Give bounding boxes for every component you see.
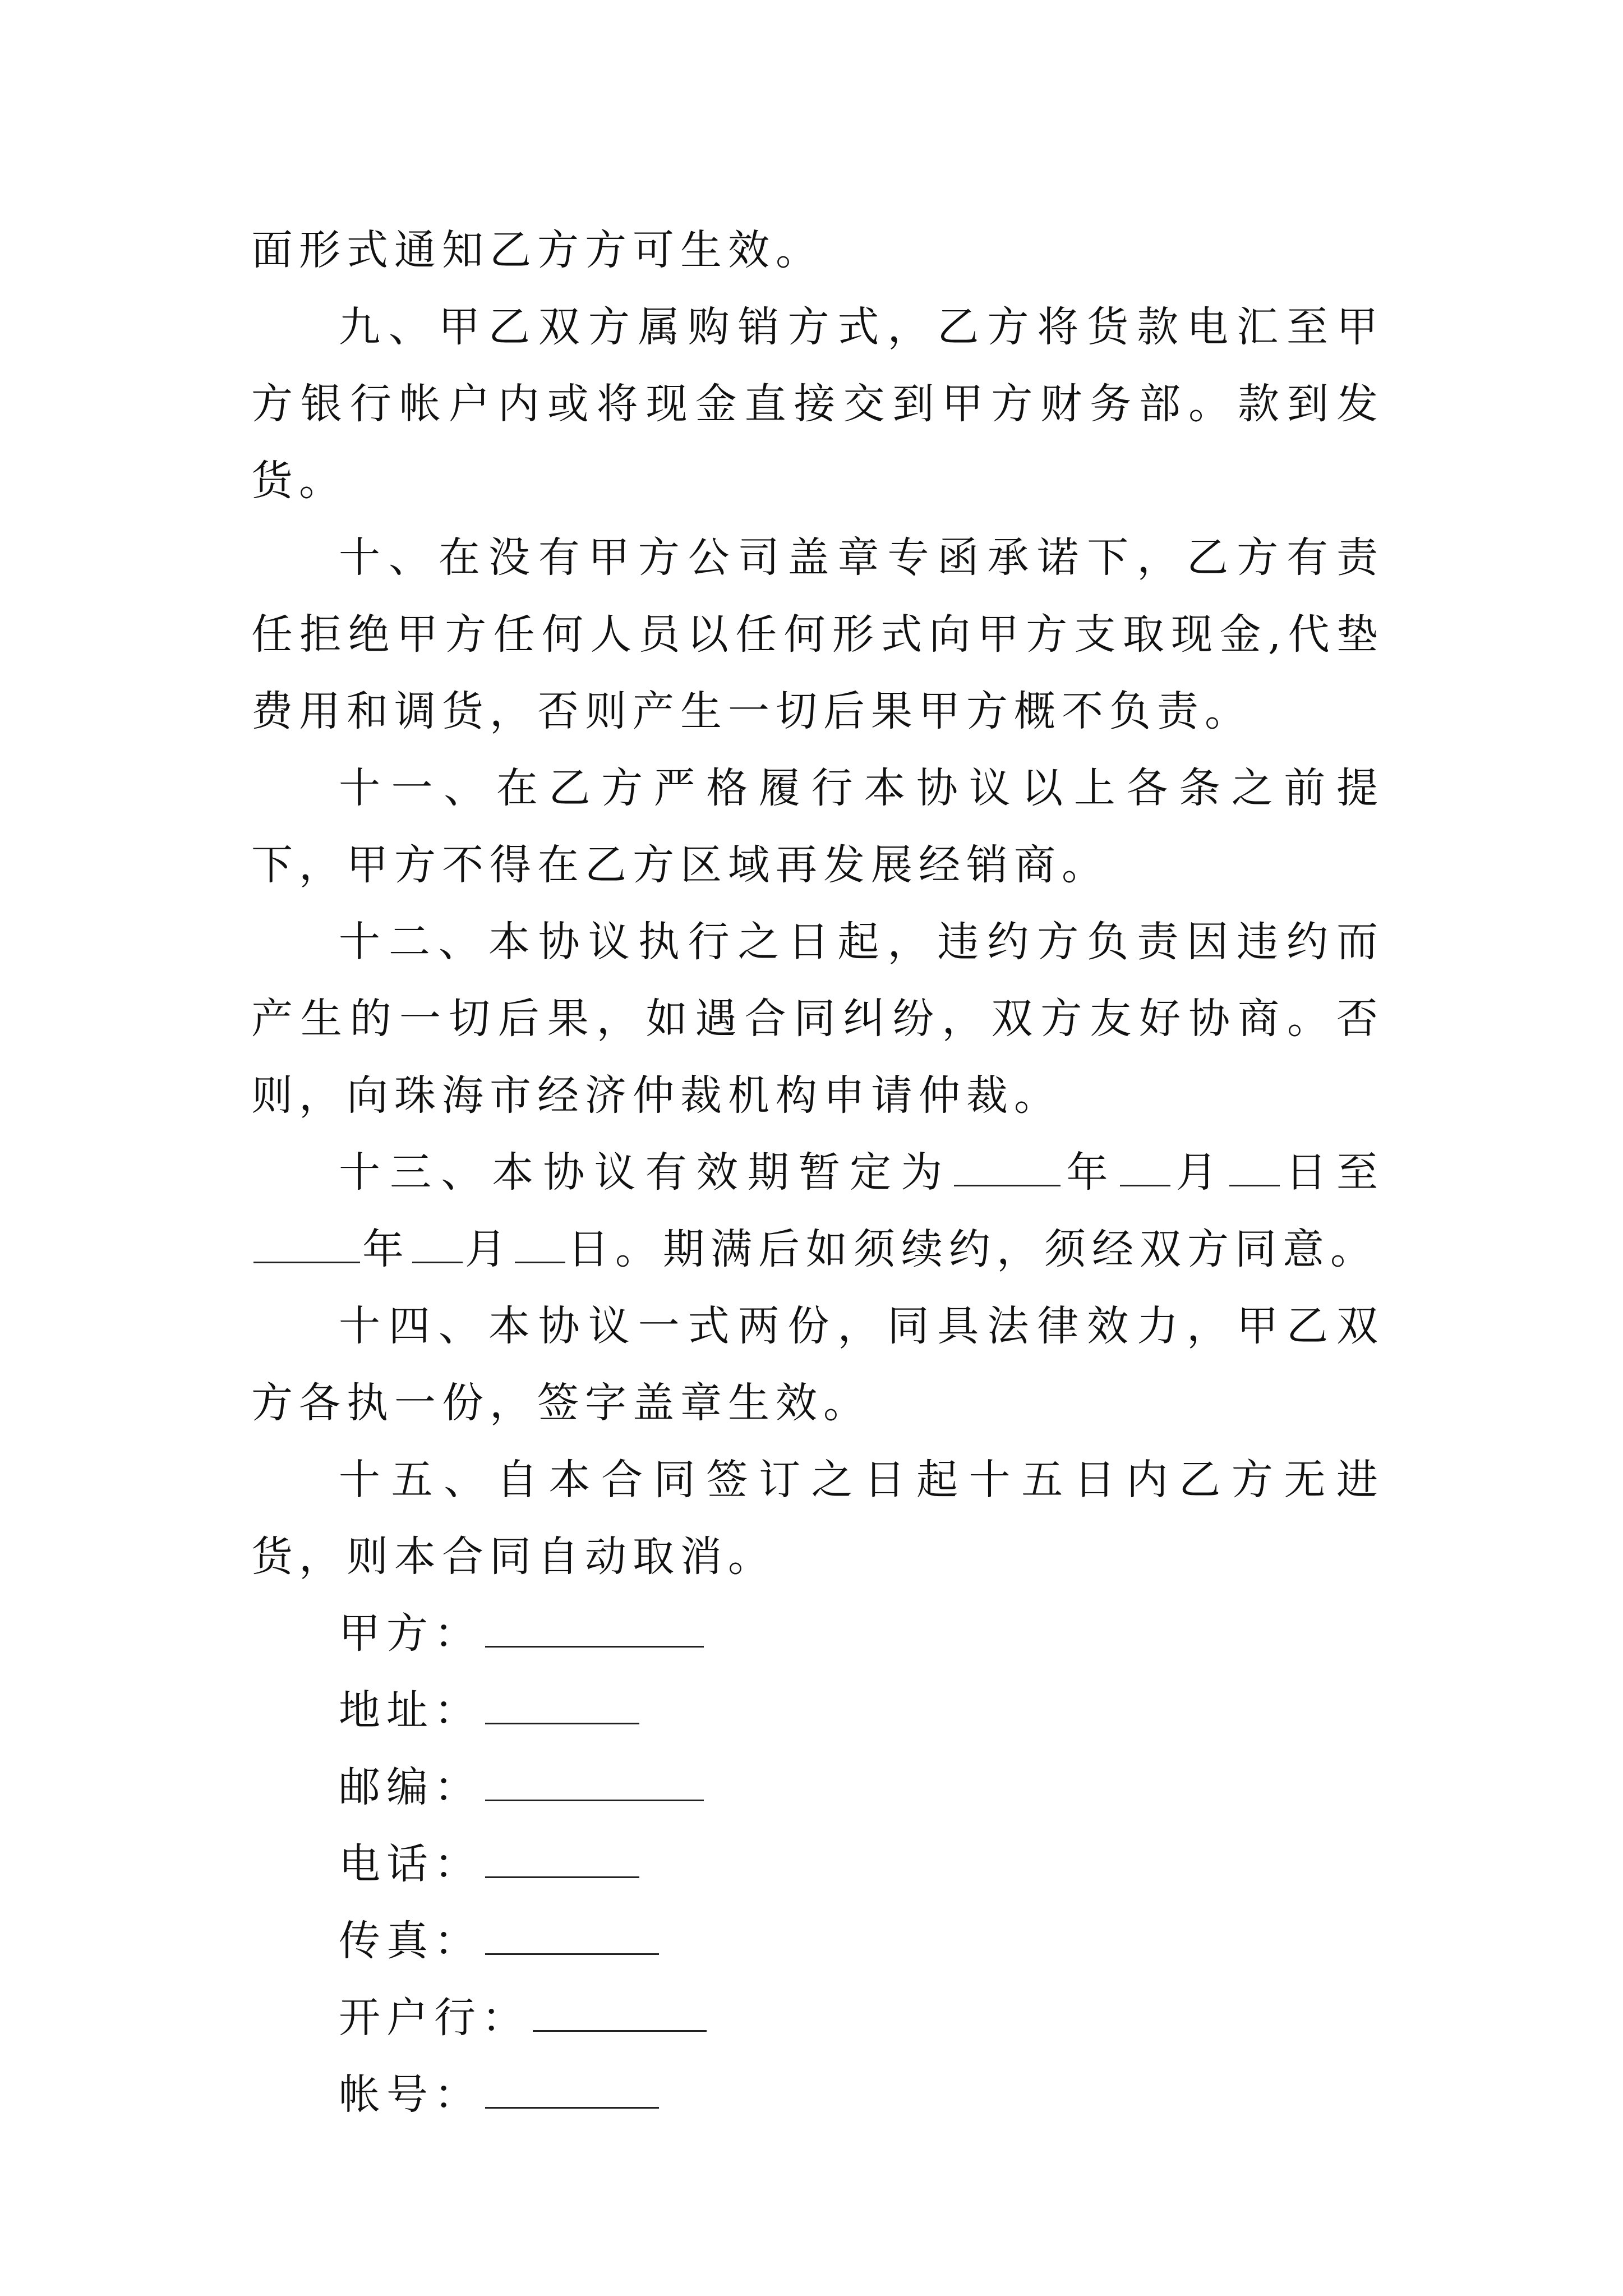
- p13-day-end-label: 日。期满后如须续约，须经双方同意。: [568, 1225, 1378, 1273]
- account-blank: [485, 2062, 659, 2109]
- p13-prefix: 十三、本协议有效期暂定为: [339, 1148, 952, 1197]
- phone-blank: [485, 1832, 639, 1878]
- paragraph-10: 十、在没有甲方公司盖章专函承诺下，乙方有责任拒绝甲方任何人员以任何形式向甲方支取现金,代垫费用和调货，否则产生一切后果甲方概不负责。: [251, 533, 1384, 735]
- bank-label: 开户行：: [339, 1994, 529, 2042]
- p13-end-month-label: 月: [465, 1225, 513, 1273]
- document-body: [251, 212, 1384, 2133]
- signature-address: [251, 1672, 1384, 1749]
- start-day-blank: [1229, 1137, 1280, 1186]
- signature-phone: [251, 1826, 1384, 1903]
- p13-year-label: 年: [1063, 1148, 1118, 1197]
- signature-fax: [251, 1903, 1384, 1980]
- signature-bank: [251, 1980, 1384, 2056]
- bank-blank: [533, 1985, 707, 2032]
- postcode-blank: [485, 1755, 704, 1801]
- paragraph-9: 九、甲乙双方属购销方式，乙方将货款电汇至甲方银行帐户内或将现金直接交到甲方财务部。款到发货。: [251, 303, 1384, 505]
- signature-account: [251, 2056, 1384, 2133]
- p13-month-label: 月: [1172, 1148, 1227, 1197]
- fax-blank: [485, 1908, 659, 1955]
- account-label: 帐号：: [339, 2070, 482, 2119]
- paragraph-12: 十二、本协议执行之日起，违约方负责因违约而产生的一切后果，如遇合同纠纷，双方友好协商。否则，向珠海市经济仲裁机构申请仲裁。: [251, 918, 1384, 1120]
- signature-postcode: [251, 1749, 1384, 1826]
- address-blank: [485, 1678, 639, 1724]
- postcode-label: 邮编：: [339, 1763, 482, 1811]
- p13-end-year-label: 年: [362, 1225, 410, 1273]
- p13-day-to-label: 日至: [1281, 1148, 1385, 1197]
- end-year-blank: [253, 1213, 360, 1263]
- start-year-blank: [954, 1137, 1061, 1186]
- end-day-blank: [515, 1213, 565, 1263]
- paragraph-11: 十一、在乙方严格履行本协议以上各条之前提下，甲方不得在乙方区域再发展经销商。: [251, 764, 1384, 889]
- party-a-blank: [485, 1601, 704, 1648]
- party-a-label: 甲方：: [339, 1609, 482, 1658]
- phone-label: 电话：: [339, 1840, 482, 1888]
- start-month-blank: [1120, 1137, 1170, 1186]
- signature-party-a: [251, 1595, 1384, 1672]
- address-label: 地址：: [339, 1686, 482, 1734]
- paragraph-13: [251, 1134, 1384, 1288]
- fax-label: 传真：: [339, 1917, 482, 1965]
- paragraph-14: 十四、本协议一式两份，同具法律效力，甲乙双方各执一份，签字盖章生效。: [251, 1302, 1384, 1427]
- paragraph-8-tail: 面形式通知乙方方可生效。: [251, 226, 823, 274]
- paragraph-15: 十五、自本合同签订之日起十五日内乙方无进货，则本合同自动取消。: [251, 1456, 1384, 1581]
- end-month-blank: [412, 1213, 463, 1263]
